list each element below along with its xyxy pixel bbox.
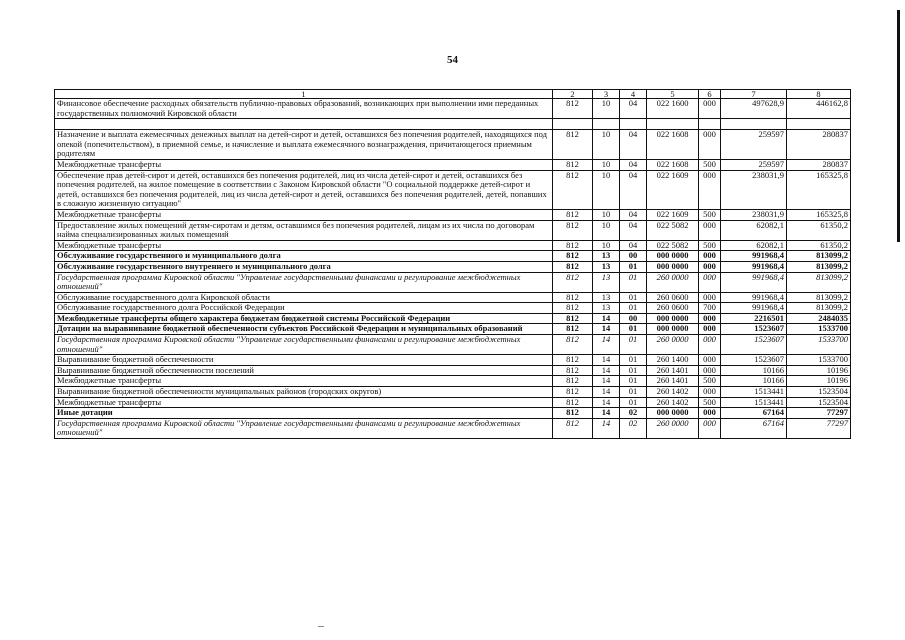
subsection-code: 00 xyxy=(620,251,647,262)
expense-type-code: 500 xyxy=(699,240,721,251)
section-code: 10 xyxy=(593,159,620,170)
amount-year-1: 2216501 xyxy=(721,313,787,324)
ministry-code: 812 xyxy=(553,251,593,262)
header-cell: 5 xyxy=(647,90,699,99)
amount-year-1: 259597 xyxy=(721,159,787,170)
page-number: 54 xyxy=(447,54,458,66)
amount-year-2: 10196 xyxy=(787,376,851,387)
subsection-code: 01 xyxy=(620,272,647,292)
amount-year-1: 1523607 xyxy=(721,355,787,366)
subsection-code: 01 xyxy=(620,335,647,355)
ministry-code: 812 xyxy=(553,365,593,376)
subsection-code: 01 xyxy=(620,324,647,335)
table-row xyxy=(55,324,851,335)
spacer-cell xyxy=(620,119,647,130)
amount-year-1: 991968,4 xyxy=(721,303,787,314)
target-article-code: 260 1401 xyxy=(647,376,699,387)
amount-year-1: 259597 xyxy=(721,130,787,160)
table-row xyxy=(55,365,851,376)
section-code: 14 xyxy=(593,418,620,438)
amount-year-1: 991968,4 xyxy=(721,292,787,303)
subsection-code: 01 xyxy=(620,355,647,366)
expense-type-code: 000 xyxy=(699,313,721,324)
spacer-cell xyxy=(721,119,787,130)
expense-type-code: 000 xyxy=(699,324,721,335)
ministry-code: 812 xyxy=(553,335,593,355)
section-code: 14 xyxy=(593,387,620,398)
section-code: 14 xyxy=(593,376,620,387)
table-row xyxy=(55,387,851,398)
row-description: Выравнивание бюджетной обеспеченности поселений xyxy=(55,365,553,376)
ministry-code: 812 xyxy=(553,220,593,240)
amount-year-2: 77297 xyxy=(787,418,851,438)
spacer-cell xyxy=(55,119,553,130)
amount-year-2: 280837 xyxy=(787,159,851,170)
section-code: 14 xyxy=(593,355,620,366)
table-row xyxy=(55,408,851,419)
section-code: 13 xyxy=(593,292,620,303)
row-description: Обслуживание государственного долга Кировской области xyxy=(55,292,553,303)
amount-year-1: 10166 xyxy=(721,365,787,376)
target-article-code: 022 1608 xyxy=(647,159,699,170)
amount-year-2: 1523504 xyxy=(787,397,851,408)
amount-year-2: 2484035 xyxy=(787,313,851,324)
ministry-code: 812 xyxy=(553,418,593,438)
ministry-code: 812 xyxy=(553,324,593,335)
ministry-code: 812 xyxy=(553,272,593,292)
ministry-code: 812 xyxy=(553,209,593,220)
table-body xyxy=(55,99,851,439)
ministry-code: 812 xyxy=(553,303,593,314)
ministry-code: 812 xyxy=(553,159,593,170)
target-article-code: 022 1609 xyxy=(647,209,699,220)
spacer-row xyxy=(55,119,851,130)
section-code: 13 xyxy=(593,303,620,314)
subsection-code: 04 xyxy=(620,240,647,251)
subsection-code: 01 xyxy=(620,387,647,398)
table-row xyxy=(55,240,851,251)
target-article-code: 260 1402 xyxy=(647,387,699,398)
amount-year-2: 813099,2 xyxy=(787,292,851,303)
expense-type-code: 000 xyxy=(699,365,721,376)
expense-type-code: 500 xyxy=(699,397,721,408)
target-article-code: 022 1600 xyxy=(647,99,699,119)
amount-year-1: 991968,4 xyxy=(721,261,787,272)
subsection-code: 04 xyxy=(620,209,647,220)
amount-year-1: 238031,9 xyxy=(721,170,787,209)
ministry-code: 812 xyxy=(553,387,593,398)
section-code: 14 xyxy=(593,365,620,376)
target-article-code: 022 1608 xyxy=(647,130,699,160)
expense-type-code: 500 xyxy=(699,159,721,170)
amount-year-2: 61350,2 xyxy=(787,220,851,240)
section-code: 14 xyxy=(593,397,620,408)
target-article-code: 022 5082 xyxy=(647,220,699,240)
table-row xyxy=(55,292,851,303)
amount-year-1: 497628,9 xyxy=(721,99,787,119)
header-cell: 2 xyxy=(553,90,593,99)
amount-year-1: 1523607 xyxy=(721,324,787,335)
expense-type-code: 000 xyxy=(699,387,721,398)
table-row xyxy=(55,220,851,240)
target-article-code: 000 0000 xyxy=(647,324,699,335)
amount-year-2: 61350,2 xyxy=(787,240,851,251)
header-cell: 8 xyxy=(787,90,851,99)
row-description: Выравнивание бюджетной обеспеченности муниципальных районов (городских округов) xyxy=(55,387,553,398)
ministry-code: 812 xyxy=(553,408,593,419)
target-article-code: 260 0000 xyxy=(647,272,699,292)
ministry-code: 812 xyxy=(553,130,593,160)
subsection-code: 01 xyxy=(620,303,647,314)
section-code: 10 xyxy=(593,130,620,160)
table-row xyxy=(55,303,851,314)
spacer-cell xyxy=(699,119,721,130)
spacer-cell xyxy=(647,119,699,130)
section-code: 14 xyxy=(593,408,620,419)
section-code: 10 xyxy=(593,99,620,119)
amount-year-2: 813099,2 xyxy=(787,303,851,314)
ministry-code: 812 xyxy=(553,99,593,119)
expense-type-code: 500 xyxy=(699,209,721,220)
expense-type-code: 000 xyxy=(699,272,721,292)
amount-year-2: 1523504 xyxy=(787,387,851,398)
spacer-cell xyxy=(593,119,620,130)
section-code: 14 xyxy=(593,324,620,335)
row-description: Иные дотации xyxy=(55,408,553,419)
subsection-code: 01 xyxy=(620,376,647,387)
target-article-code: 260 0600 xyxy=(647,292,699,303)
section-code: 10 xyxy=(593,170,620,209)
amount-year-1: 991968,4 xyxy=(721,251,787,262)
table-row xyxy=(55,355,851,366)
target-article-code: 022 5082 xyxy=(647,240,699,251)
header-cell: 7 xyxy=(721,90,787,99)
row-description: Межбюджетные трансферты общего характера бюджетам бюджетной системы Российской Федерации xyxy=(55,313,553,324)
amount-year-2: 165325,8 xyxy=(787,209,851,220)
target-article-code: 260 0000 xyxy=(647,418,699,438)
subsection-code: 04 xyxy=(620,99,647,119)
row-description: Межбюджетные трансферты xyxy=(55,240,553,251)
subsection-code: 01 xyxy=(620,397,647,408)
target-article-code: 022 1609 xyxy=(647,170,699,209)
expense-type-code: 700 xyxy=(699,303,721,314)
row-description: Предоставление жилых помещений детям-сиротам и детям, оставшимся без попечения родителей, лицам из их числа по договорам найма специализированных жилых помещений xyxy=(55,220,553,240)
section-code: 13 xyxy=(593,272,620,292)
row-description: Межбюджетные трансферты xyxy=(55,159,553,170)
table-row xyxy=(55,313,851,324)
amount-year-2: 1533700 xyxy=(787,355,851,366)
section-code: 13 xyxy=(593,261,620,272)
budget-table xyxy=(54,89,851,439)
expense-type-code: 000 xyxy=(699,130,721,160)
expense-type-code: 000 xyxy=(699,261,721,272)
scan-margin-bar xyxy=(897,10,900,242)
amount-year-2: 165325,8 xyxy=(787,170,851,209)
ministry-code: 812 xyxy=(553,313,593,324)
target-article-code: 000 0000 xyxy=(647,261,699,272)
expense-type-code: 000 xyxy=(699,99,721,119)
section-code: 13 xyxy=(593,251,620,262)
table-row xyxy=(55,418,851,438)
expense-type-code: 000 xyxy=(699,335,721,355)
subsection-code: 01 xyxy=(620,365,647,376)
amount-year-2: 280837 xyxy=(787,130,851,160)
header-cell: 4 xyxy=(620,90,647,99)
subsection-code: 00 xyxy=(620,313,647,324)
ministry-code: 812 xyxy=(553,376,593,387)
expense-type-code: 000 xyxy=(699,418,721,438)
row-description: Межбюджетные трансферты xyxy=(55,209,553,220)
ministry-code: 812 xyxy=(553,355,593,366)
target-article-code: 000 0000 xyxy=(647,251,699,262)
expense-type-code: 000 xyxy=(699,170,721,209)
row-description: Обеспечение прав детей-сирот и детей, оставшихся без попечения родителей, лиц из числа детей-сирот и детей, оставшихся без попечения родителей, на жилое помещение в соответствии с Законом Кировской области "О социальной поддержке детей-сирот и детей, оставшихся без попечения родителей, лиц из числа детей-сирот и детей, оставшихся без попечения родителей, детей, попавших в сложную жизненную ситуацию" xyxy=(55,170,553,209)
section-code: 14 xyxy=(593,335,620,355)
ministry-code: 812 xyxy=(553,261,593,272)
amount-year-2: 1533700 xyxy=(787,335,851,355)
expense-type-code: 000 xyxy=(699,355,721,366)
subsection-code: 04 xyxy=(620,130,647,160)
target-article-code: 260 0600 xyxy=(647,303,699,314)
section-code: 14 xyxy=(593,313,620,324)
row-description: Финансовое обеспечение расходных обязательств публично-правовых образований, возникающих при выполнении ими переданных государственных полномочий Кировской области xyxy=(55,99,553,119)
row-description: Межбюджетные трансферты xyxy=(55,397,553,408)
header-cell: 6 xyxy=(699,90,721,99)
row-description: Государственная программа Кировской области "Управление государственными финансами и регулирование межбюджетных отношений" xyxy=(55,272,553,292)
spacer-cell xyxy=(553,119,593,130)
amount-year-1: 67164 xyxy=(721,418,787,438)
ministry-code: 812 xyxy=(553,292,593,303)
expense-type-code: 000 xyxy=(699,251,721,262)
amount-year-2: 10196 xyxy=(787,365,851,376)
amount-year-2: 77297 xyxy=(787,408,851,419)
subsection-code: 02 xyxy=(620,408,647,419)
amount-year-1: 67164 xyxy=(721,408,787,419)
subsection-code: 04 xyxy=(620,170,647,209)
ministry-code: 812 xyxy=(553,240,593,251)
subsection-code: 04 xyxy=(620,159,647,170)
amount-year-1: 1513441 xyxy=(721,387,787,398)
ministry-code: 812 xyxy=(553,170,593,209)
row-description: Межбюджетные трансферты xyxy=(55,376,553,387)
table-row xyxy=(55,251,851,262)
amount-year-2: 1533700 xyxy=(787,324,851,335)
expense-type-code: 000 xyxy=(699,292,721,303)
row-description: Назначение и выплата ежемесячных денежных выплат на детей-сирот и детей, оставшихся без попечения родителей, находящихся под опекой (попечительством), в приемной семье, и начисление и выплата ежемесячного вознаграждения, причитающегося приемным родителям xyxy=(55,130,553,160)
table-row xyxy=(55,376,851,387)
section-code: 10 xyxy=(593,240,620,251)
row-description: Государственная программа Кировской области "Управление государственными финансами и регулирование межбюджетных отношений" xyxy=(55,418,553,438)
amount-year-2: 813099,2 xyxy=(787,261,851,272)
row-description: Обслуживание государственного внутреннего и муниципального долга xyxy=(55,261,553,272)
table-row xyxy=(55,209,851,220)
amount-year-1: 1523607 xyxy=(721,335,787,355)
table-row xyxy=(55,159,851,170)
amount-year-2: 813099,2 xyxy=(787,251,851,262)
target-article-code: 000 0000 xyxy=(647,408,699,419)
expense-type-code: 000 xyxy=(699,408,721,419)
row-description: Обслуживание государственного долга Российской Федерации xyxy=(55,303,553,314)
scan-stray-mark xyxy=(318,626,324,627)
amount-year-1: 991968,4 xyxy=(721,272,787,292)
target-article-code: 260 1401 xyxy=(647,365,699,376)
target-article-code: 260 1400 xyxy=(647,355,699,366)
subsection-code: 02 xyxy=(620,418,647,438)
section-code: 10 xyxy=(593,220,620,240)
amount-year-2: 813099,2 xyxy=(787,272,851,292)
amount-year-1: 62082,1 xyxy=(721,240,787,251)
expense-type-code: 500 xyxy=(699,376,721,387)
header-row xyxy=(55,90,851,99)
table-row xyxy=(55,261,851,272)
table-row xyxy=(55,397,851,408)
target-article-code: 000 0000 xyxy=(647,313,699,324)
row-description: Обслуживание государственного и муниципального долга xyxy=(55,251,553,262)
table-row xyxy=(55,272,851,292)
section-code: 10 xyxy=(593,209,620,220)
row-description: Дотации на выравнивание бюджетной обеспеченности субъектов Российской Федерации и муниципальных образований xyxy=(55,324,553,335)
amount-year-1: 62082,1 xyxy=(721,220,787,240)
target-article-code: 260 0000 xyxy=(647,335,699,355)
header-cell: 3 xyxy=(593,90,620,99)
subsection-code: 01 xyxy=(620,261,647,272)
table-row xyxy=(55,170,851,209)
table-row xyxy=(55,130,851,160)
target-article-code: 260 1402 xyxy=(647,397,699,408)
subsection-code: 04 xyxy=(620,220,647,240)
table-row xyxy=(55,335,851,355)
header-cell: 1 xyxy=(55,90,553,99)
table-row xyxy=(55,99,851,119)
ministry-code: 812 xyxy=(553,397,593,408)
expense-type-code: 000 xyxy=(699,220,721,240)
subsection-code: 01 xyxy=(620,292,647,303)
amount-year-1: 1513441 xyxy=(721,397,787,408)
amount-year-1: 10166 xyxy=(721,376,787,387)
amount-year-2: 446162,8 xyxy=(787,99,851,119)
amount-year-1: 238031,9 xyxy=(721,209,787,220)
row-description: Выравнивание бюджетной обеспеченности xyxy=(55,355,553,366)
row-description: Государственная программа Кировской области "Управление государственными финансами и регулирование межбюджетных отношений" xyxy=(55,335,553,355)
spacer-cell xyxy=(787,119,851,130)
